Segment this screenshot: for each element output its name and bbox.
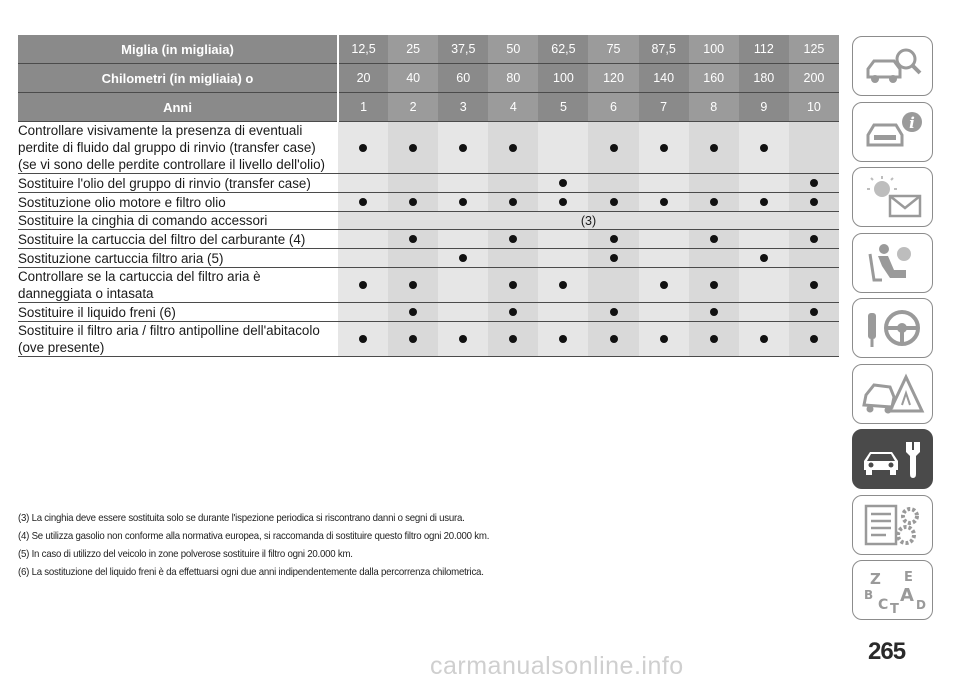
scheduled-dot-icon: [710, 144, 718, 152]
interval-cell: [739, 122, 789, 174]
scheduled-dot-icon: [610, 335, 618, 343]
svg-text:i: i: [908, 113, 915, 132]
specs-gears-icon: [860, 502, 926, 548]
interval-cell: [538, 230, 588, 249]
footnote-reference-cell: (3): [338, 212, 839, 230]
interval-cell: [538, 249, 588, 268]
years-interval-cell: 8: [689, 93, 739, 122]
interval-cell: [689, 174, 739, 193]
scheduled-dot-icon: [409, 335, 417, 343]
operation-label: Sostituire l'olio del gruppo di rinvio (transfer case): [18, 174, 338, 193]
km-interval-cell: 140: [639, 64, 689, 93]
interval-cell: [639, 122, 689, 174]
interval-cell: [689, 303, 739, 322]
footnote: (4) Se utilizza gasolio non conforme alla normativa europea, si raccomanda di sostituire questo filtro ogni 20.000 km.: [18, 530, 490, 542]
interval-cell: [438, 303, 488, 322]
interval-cell: [588, 249, 638, 268]
interval-cell: [588, 230, 638, 249]
miles-interval-cell: 62,5: [538, 35, 588, 64]
interval-cell: [639, 322, 689, 357]
operation-label: Sostituire il liquido freni (6): [18, 303, 338, 322]
scheduled-dot-icon: [610, 235, 618, 243]
scheduled-dot-icon: [710, 235, 718, 243]
scheduled-dot-icon: [559, 179, 567, 187]
operation-label: Sostituzione olio motore e filtro olio: [18, 193, 338, 212]
interval-cell: [739, 322, 789, 357]
scheduled-dot-icon: [810, 235, 818, 243]
scheduled-dot-icon: [409, 308, 417, 316]
scheduled-dot-icon: [509, 235, 517, 243]
interval-cell: [338, 122, 388, 174]
interval-cell: [388, 322, 438, 357]
footnote: (6) La sostituzione del liquido freni è da effettuarsi ogni due anni indipendentemente dalla percorrenza chilometrica.: [18, 566, 484, 578]
scheduled-dot-icon: [509, 335, 517, 343]
footnote: (5) In caso di utilizzo del veicolo in zone polverose sostituire il filtro ogni 20.000 km.: [18, 548, 353, 560]
miles-interval-cell: 87,5: [639, 35, 689, 64]
scheduled-dot-icon: [760, 254, 768, 262]
interval-cell: [488, 230, 538, 249]
interval-cell: [388, 193, 438, 212]
scheduled-dot-icon: [760, 198, 768, 206]
years-interval-cell: 4: [488, 93, 538, 122]
scheduled-dot-icon: [559, 198, 567, 206]
years-interval-cell: 3: [438, 93, 488, 122]
interval-cell: [538, 268, 588, 303]
scheduled-dot-icon: [459, 335, 467, 343]
operation-row: [18, 122, 839, 174]
interval-cell: [789, 193, 839, 212]
interval-cell: [388, 303, 438, 322]
scheduled-dot-icon: [559, 335, 567, 343]
scheduled-dot-icon: [810, 179, 818, 187]
operation-row: [18, 322, 839, 357]
car-search-icon: [860, 43, 926, 89]
header-row-years: [18, 93, 839, 122]
footnotes: [18, 509, 838, 581]
interval-cell: [789, 249, 839, 268]
years-interval-cell: 10: [789, 93, 839, 122]
interval-cell: [438, 268, 488, 303]
miles-interval-cell: 25: [388, 35, 438, 64]
years-interval-cell: 6: [588, 93, 638, 122]
interval-cell: [338, 230, 388, 249]
scheduled-dot-icon: [710, 281, 718, 289]
scheduled-dot-icon: [409, 281, 417, 289]
km-interval-cell: 80: [488, 64, 538, 93]
interval-cell: [438, 230, 488, 249]
scheduled-dot-icon: [810, 198, 818, 206]
tab-safety[interactable]: [852, 233, 933, 293]
scheduled-dot-icon: [660, 335, 668, 343]
interval-cell: [488, 268, 538, 303]
interval-cell: [488, 322, 538, 357]
km-interval-cell: 40: [388, 64, 438, 93]
interval-cell: [438, 322, 488, 357]
watermark: carmanualsonline.info: [430, 652, 684, 680]
interval-cell: [338, 193, 388, 212]
km-interval-cell: 200: [789, 64, 839, 93]
interval-cell: [739, 174, 789, 193]
interval-cell: [689, 230, 739, 249]
years-interval-cell: 2: [388, 93, 438, 122]
scheduled-dot-icon: [760, 335, 768, 343]
interval-cell: [689, 249, 739, 268]
scheduled-dot-icon: [610, 144, 618, 152]
interval-cell: [588, 174, 638, 193]
interval-cell: [438, 193, 488, 212]
index-letter: E: [903, 570, 913, 585]
miles-interval-cell: 125: [789, 35, 839, 64]
years-interval-cell: 7: [639, 93, 689, 122]
interval-cell: [739, 249, 789, 268]
scheduled-dot-icon: [660, 144, 668, 152]
key-steering-wheel-icon: [860, 305, 926, 351]
operations-body: [18, 122, 839, 357]
scheduled-dot-icon: [509, 308, 517, 316]
interval-cell: [588, 122, 638, 174]
interval-cell: [538, 193, 588, 212]
operation-row: [18, 303, 839, 322]
scheduled-dot-icon: [509, 198, 517, 206]
tab-emergency[interactable]: [852, 364, 933, 424]
interval-cell: [789, 122, 839, 174]
scheduled-dot-icon: [710, 198, 718, 206]
interval-cell: [488, 122, 538, 174]
operation-label: Sostituzione cartuccia filtro aria (5): [18, 249, 338, 268]
interval-cell: [538, 174, 588, 193]
car-crash-warning-icon: [860, 371, 926, 417]
operation-row: [18, 193, 839, 212]
header-row-km: [18, 64, 839, 93]
interval-cell: [639, 303, 689, 322]
interval-cell: [388, 268, 438, 303]
years-interval-cell: 9: [739, 93, 789, 122]
interval-cell: [338, 268, 388, 303]
interval-cell: [739, 268, 789, 303]
scheduled-dot-icon: [710, 335, 718, 343]
footnote: (3) La cinghia deve essere sostituita solo se durante l'ispezione periodica si riscontrano danni o segni di usura.: [18, 512, 465, 524]
operation-row: [18, 268, 839, 303]
tab-warning-lights[interactable]: [852, 167, 933, 227]
tab-car-search[interactable]: [852, 36, 933, 96]
km-interval-cell: 100: [538, 64, 588, 93]
operation-label: Controllare visivamente la presenza di eventuali perdite di fluido dal gruppo di rinvio (transfer case) (se vi sono delle perdite controllare il livello dell'olio): [18, 122, 338, 174]
scheduled-dot-icon: [509, 281, 517, 289]
interval-cell: [789, 322, 839, 357]
interval-cell: [338, 174, 388, 193]
interval-cell: [438, 174, 488, 193]
scheduled-dot-icon: [409, 198, 417, 206]
scheduled-dot-icon: [359, 335, 367, 343]
interval-cell: [538, 322, 588, 357]
scheduled-dot-icon: [660, 198, 668, 206]
interval-cell: [689, 122, 739, 174]
interval-cell: [388, 230, 438, 249]
miles-interval-cell: 50: [488, 35, 538, 64]
miles-interval-cell: 12,5: [338, 35, 388, 64]
interval-cell: [789, 174, 839, 193]
chapter-tabs: [852, 36, 935, 626]
scheduled-dot-icon: [359, 144, 367, 152]
interval-cell: [588, 303, 638, 322]
miles-interval-cell: 37,5: [438, 35, 488, 64]
tab-maintenance[interactable]: [852, 429, 933, 489]
index-letter: C: [877, 597, 888, 613]
interval-cell: [588, 268, 638, 303]
interval-cell: [639, 268, 689, 303]
years-header-label: Anni: [18, 93, 338, 122]
scheduled-dot-icon: [459, 144, 467, 152]
interval-cell: [639, 193, 689, 212]
interval-cell: [388, 174, 438, 193]
scheduled-dot-icon: [409, 144, 417, 152]
index-letter: B: [863, 588, 873, 602]
interval-cell: [739, 230, 789, 249]
car-info-icon: [860, 109, 926, 155]
interval-cell: [538, 303, 588, 322]
scheduled-dot-icon: [810, 308, 818, 316]
tab-car-info[interactable]: [852, 102, 933, 162]
km-interval-cell: 120: [588, 64, 638, 93]
interval-cell: [739, 193, 789, 212]
interval-cell: [639, 230, 689, 249]
interval-cell: [438, 122, 488, 174]
operation-row: [18, 212, 839, 230]
operation-label: Sostituire la cinghia di comando accessori: [18, 212, 338, 230]
warning-lights-message-icon: [860, 174, 926, 220]
interval-cell: [689, 193, 739, 212]
interval-cell: [488, 303, 538, 322]
interval-cell: [639, 174, 689, 193]
interval-cell: [488, 174, 538, 193]
interval-cell: [388, 249, 438, 268]
interval-cell: [689, 322, 739, 357]
scheduled-dot-icon: [610, 254, 618, 262]
miles-interval-cell: 112: [739, 35, 789, 64]
index-letter: A: [899, 585, 914, 606]
alphabetical-index-icon: [860, 567, 926, 613]
scheduled-dot-icon: [559, 281, 567, 289]
interval-cell: [789, 268, 839, 303]
operation-label: Sostituire il filtro aria / filtro antipolline dell'abitacolo (ove presente): [18, 322, 338, 357]
operation-label: Controllare se la cartuccia del filtro aria è danneggiata o intasata: [18, 268, 338, 303]
interval-cell: [789, 230, 839, 249]
years-interval-cell: 1: [338, 93, 388, 122]
interval-cell: [488, 193, 538, 212]
scheduled-dot-icon: [359, 198, 367, 206]
scheduled-dot-icon: [660, 281, 668, 289]
km-interval-cell: 20: [338, 64, 388, 93]
tab-starting-driving[interactable]: [852, 298, 933, 358]
interval-cell: [388, 122, 438, 174]
interval-cell: [438, 249, 488, 268]
miles-interval-cell: 100: [689, 35, 739, 64]
interval-cell: [488, 249, 538, 268]
interval-cell: [588, 193, 638, 212]
interval-cell: [338, 303, 388, 322]
scheduled-dot-icon: [610, 198, 618, 206]
index-letter: T: [889, 602, 899, 613]
seat-airbag-icon: [860, 240, 926, 286]
scheduled-dot-icon: [610, 308, 618, 316]
index-letter: D: [915, 598, 926, 612]
tab-technical-data[interactable]: [852, 495, 933, 555]
km-interval-cell: 60: [438, 64, 488, 93]
scheduled-dot-icon: [810, 335, 818, 343]
maintenance-schedule-table: [18, 35, 839, 357]
operation-label: Sostituire la cartuccia del filtro del carburante (4): [18, 230, 338, 249]
car-maintenance-icon: [860, 436, 926, 482]
years-interval-cell: 5: [538, 93, 588, 122]
interval-cell: [338, 322, 388, 357]
interval-cell: [588, 322, 638, 357]
scheduled-dot-icon: [459, 254, 467, 262]
scheduled-dot-icon: [509, 144, 517, 152]
scheduled-dot-icon: [459, 198, 467, 206]
operation-row: [18, 230, 839, 249]
km-header-label: Chilometri (in migliaia) o: [18, 64, 338, 93]
miles-interval-cell: 75: [588, 35, 638, 64]
miles-header-label: Miglia (in migliaia): [18, 35, 338, 64]
scheduled-dot-icon: [810, 281, 818, 289]
page-number: 265: [868, 638, 906, 665]
operation-row: [18, 174, 839, 193]
interval-cell: [789, 303, 839, 322]
km-interval-cell: 180: [739, 64, 789, 93]
tab-index[interactable]: [852, 560, 933, 620]
interval-cell: [689, 268, 739, 303]
scheduled-dot-icon: [760, 144, 768, 152]
operation-row: [18, 249, 839, 268]
scheduled-dot-icon: [359, 281, 367, 289]
index-letter: Z: [869, 570, 881, 588]
scheduled-dot-icon: [409, 235, 417, 243]
interval-cell: [639, 249, 689, 268]
interval-cell: [338, 249, 388, 268]
km-interval-cell: 160: [689, 64, 739, 93]
interval-cell: [739, 303, 789, 322]
header-row-miles: [18, 35, 839, 64]
interval-cell: [538, 122, 588, 174]
scheduled-dot-icon: [710, 308, 718, 316]
